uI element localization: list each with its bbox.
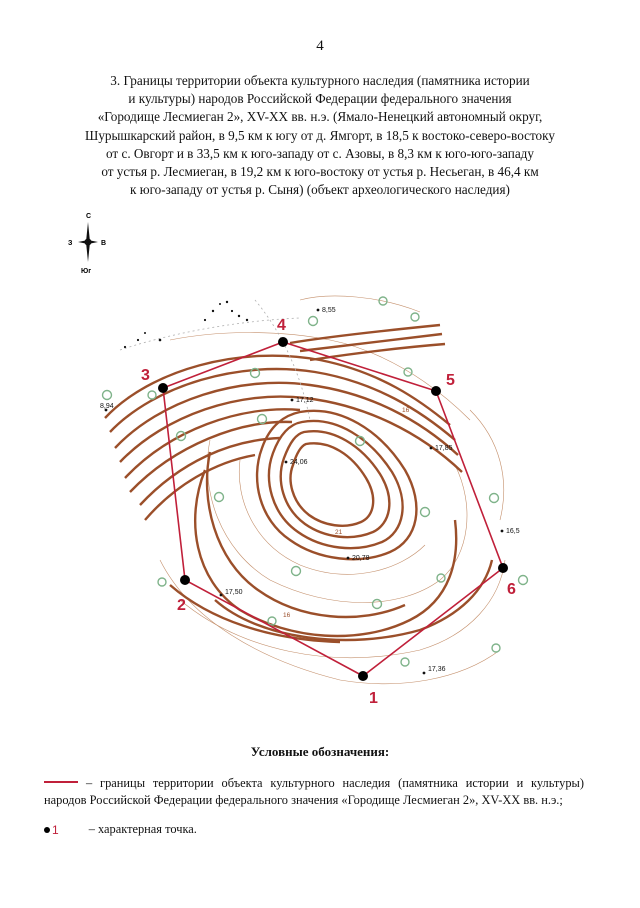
legend-title: Условные обозначения: — [250, 744, 390, 759]
point-label-6: 6 — [507, 581, 516, 598]
heading-line: и культуры) народов Российской Федерации федерального значения — [128, 91, 512, 107]
legend-point-row — [44, 822, 197, 837]
point-label-3: 3 — [141, 367, 150, 384]
legend-boundary-text: – границы территории объекта культурного наследия (памятника истории и культуры) народов Российской Федерации федерального значения «Городище Лесмиеган 2», XV-XX вв. н.э.; — [44, 776, 584, 807]
heading-line: от с. Овгорт и в 33,5 км к юго-западу от с. Азовы, в 8,3 км к юго-юго-западу — [105, 145, 534, 161]
point-6-marker — [498, 563, 508, 573]
elevation-label: 8,55 — [322, 307, 336, 314]
boundary-line-symbol — [44, 781, 78, 783]
elevation-label: 17,36 — [428, 666, 446, 673]
scattered-marks — [124, 301, 248, 348]
elevation-label: 17,85 — [435, 445, 453, 452]
point-1-marker — [358, 671, 368, 681]
point-label-1: 1 — [369, 690, 378, 705]
site-boundary-map — [95, 285, 540, 705]
compass-south-label: Юг — [81, 268, 92, 275]
heading-line: к юго-западу от устья р. Сыня) (объект археологического наследия) — [130, 182, 510, 198]
legend-boundary-row — [44, 775, 584, 809]
elevation-label: 20,78 — [352, 555, 370, 562]
heading-line: от устья р. Лесмиеган, в 19,2 км к юго-востоку от устья р. Несьеган, в 46,4 км — [101, 164, 539, 180]
compass-west-label: З — [68, 240, 73, 247]
point-3-marker — [158, 383, 168, 393]
point-4-marker — [278, 337, 288, 347]
heading-line: Шурышкарский район, в 9,5 км к югу от д. Ямгорт, в 18,5 к востоко-северо-востоку — [85, 127, 555, 143]
point-5-marker — [431, 386, 441, 396]
elevation-label: 16,5 — [506, 528, 520, 535]
thin-contours — [160, 296, 505, 684]
legend-point-number: 1 — [52, 822, 59, 837]
point-label-4: 4 — [277, 317, 286, 334]
compass-east-label: В — [101, 240, 107, 247]
compass-rose-icon — [64, 210, 114, 280]
point-dot-symbol — [44, 827, 50, 833]
contour-label: 16 — [402, 407, 410, 414]
point-2-marker — [180, 575, 190, 585]
heading-line: 3. Границы территории объекта культурного наследия (памятника истории — [110, 73, 530, 88]
bold-contours — [105, 325, 492, 642]
elevation-label: 17,50 — [225, 589, 243, 596]
elevation-label: 8,94 — [100, 403, 114, 410]
point-label-5: 5 — [446, 372, 455, 389]
contour-label: 16 — [283, 612, 291, 619]
heading-line: «Городище Лесмиеган 2», XV-XX вв. н.э. (Ямало-Ненецкий автономный округ, — [97, 109, 543, 125]
point-label-2: 2 — [177, 597, 186, 614]
page-number: 4 — [316, 38, 324, 54]
contour-label: 21 — [335, 529, 343, 536]
legend-point-text: – характерная точка. — [88, 822, 197, 836]
elevation-label: 17,12 — [296, 397, 314, 404]
section-heading — [40, 72, 600, 199]
elevation-label: 24,06 — [290, 459, 308, 466]
compass-north-label: С — [86, 213, 92, 220]
